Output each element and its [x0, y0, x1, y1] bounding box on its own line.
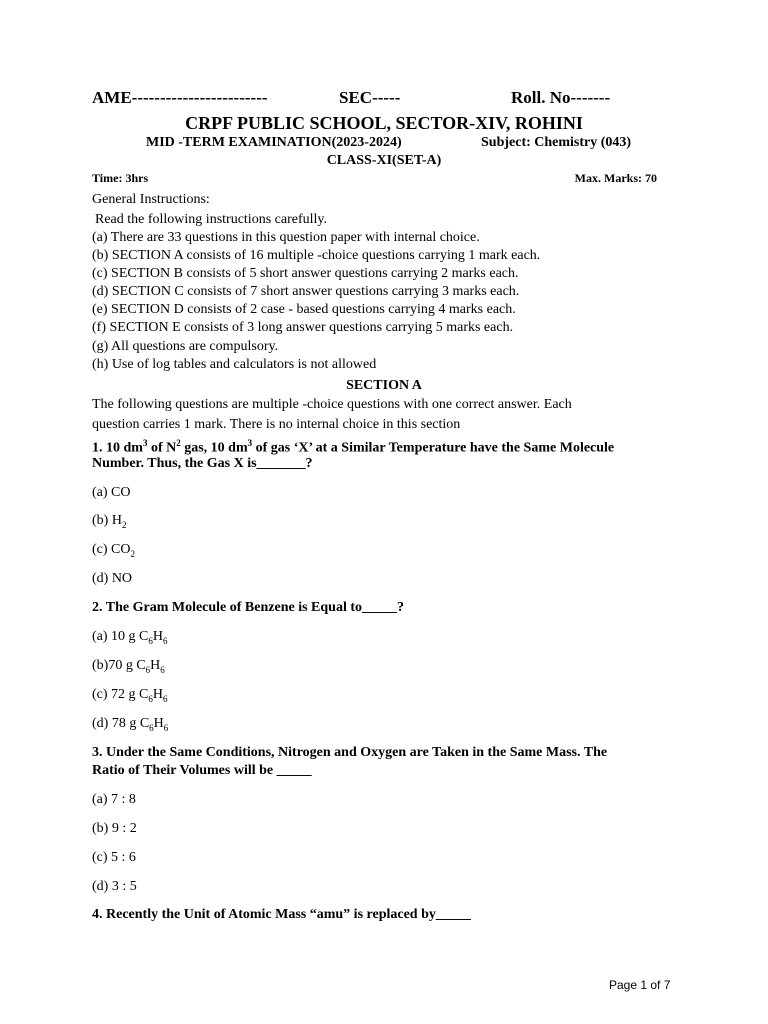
instructions-intro: Read the following instructions carefully.	[95, 212, 327, 227]
section-field: SEC-----	[339, 88, 401, 107]
superscript: 3	[142, 438, 148, 448]
option-text: (b) H	[92, 513, 122, 528]
subscript: 6	[145, 664, 151, 675]
instruction-item: (e) SECTION D consists of 2 case - based questions carrying 4 marks each.	[92, 302, 516, 317]
question-1-text: of N	[147, 440, 177, 456]
instruction-item: (g) All questions are compulsory.	[92, 339, 279, 354]
question-2-option-b	[92, 658, 165, 675]
instruction-item: (c) SECTION B consists of 5 short answer questions carrying 2 marks each.	[92, 266, 519, 281]
class-label: CLASS-XI(SET-A)	[326, 153, 442, 168]
option-text: H	[152, 629, 164, 644]
question-3-line-2: Ratio of Their Volumes will be _____	[92, 763, 312, 778]
question-3: 3. Under the Same Conditions, Nitrogen and Oxygen are Taken in the Same Mass. The	[92, 745, 608, 760]
subscript: 2	[121, 519, 127, 530]
instructions-title: General Instructions:	[92, 192, 210, 207]
section-a-title: SECTION A	[346, 378, 422, 393]
question-1-option-c	[92, 542, 135, 559]
question-1-option-d: (d) NO	[92, 571, 133, 586]
subscript: 6	[148, 635, 153, 646]
section-a-description: question carries 1 mark. There is no internal choice in this section	[92, 417, 461, 432]
option-text: (d) 78 g C	[92, 716, 150, 731]
superscript: 2	[176, 438, 181, 448]
exam-title: MID -TERM EXAMINATION(2023-2024)	[146, 135, 402, 150]
option-text: H	[150, 658, 161, 673]
option-text: (c) CO	[92, 542, 131, 557]
option-text: H	[153, 716, 164, 731]
instruction-item: (h) Use of log tables and calculators is not allowed	[92, 357, 377, 372]
page-number: Page 1 of 7	[609, 978, 671, 992]
question-1	[92, 438, 614, 457]
option-text: H	[152, 687, 164, 702]
instruction-item: (a) There are 33 questions in this question paper with internal choice.	[92, 230, 480, 245]
exam-page	[92, 0, 676, 1024]
question-1-line-2: Number. Thus, the Gas X is_______?	[92, 456, 313, 471]
question-3-option-c: (c) 5 : 6	[92, 850, 136, 865]
option-text: (c) 72 g C	[92, 687, 149, 702]
roll-number-field: Roll. No-------	[511, 88, 611, 107]
name-field: AME------------------------	[92, 88, 268, 107]
subscript: 6	[148, 693, 153, 704]
question-3-option-a: (a) 7 : 8	[92, 792, 136, 807]
question-3-option-b: (b) 9 : 2	[92, 821, 137, 836]
option-text: (a) 10 g C	[92, 629, 149, 644]
subscript: 6	[163, 722, 169, 733]
section-a-description: The following questions are multiple -choice questions with one correct answer. Each	[92, 397, 572, 412]
instruction-item: (f) SECTION E consists of 3 long answer questions carrying 5 marks each.	[92, 320, 514, 335]
time-label: Time: 3hrs	[92, 171, 149, 185]
option-text: (b)70 g C	[92, 658, 146, 673]
subscript: 6	[163, 693, 168, 704]
question-4: 4. Recently the Unit of Atomic Mass “amu” is replaced by_____	[92, 907, 471, 922]
school-name: CRPF PUBLIC SCHOOL, SECTOR-XIV, ROHINI	[185, 113, 583, 133]
question-2: 2. The Gram Molecule of Benzene is Equal to_____?	[92, 600, 404, 615]
question-1-text: 1. 10 dm	[92, 440, 143, 456]
subscript: 6	[163, 635, 168, 646]
question-2-option-a	[92, 629, 168, 646]
instruction-item: (b) SECTION A consists of 16 multiple -choice questions carrying 1 mark each.	[92, 248, 541, 263]
subscript: 6	[149, 722, 154, 733]
subscript: 2	[130, 548, 135, 559]
superscript: 3	[247, 438, 253, 448]
question-3-option-d: (d) 3 : 5	[92, 879, 137, 894]
instruction-item: (d) SECTION C consists of 7 short answer questions carrying 3 marks each.	[92, 284, 520, 299]
subscript: 6	[160, 664, 165, 675]
question-1-text: of gas ‘X’ at a Similar Temperature have the Same Molecule	[252, 440, 615, 456]
question-1-option-a: (a) CO	[92, 485, 131, 500]
subject-label: Subject: Chemistry (043)	[481, 135, 632, 150]
question-2-option-d	[92, 716, 168, 733]
question-2-option-c	[92, 687, 168, 704]
max-marks-label: Max. Marks: 70	[574, 171, 657, 185]
question-1-option-b	[92, 513, 126, 530]
question-1-text: gas, 10 dm	[180, 440, 248, 456]
